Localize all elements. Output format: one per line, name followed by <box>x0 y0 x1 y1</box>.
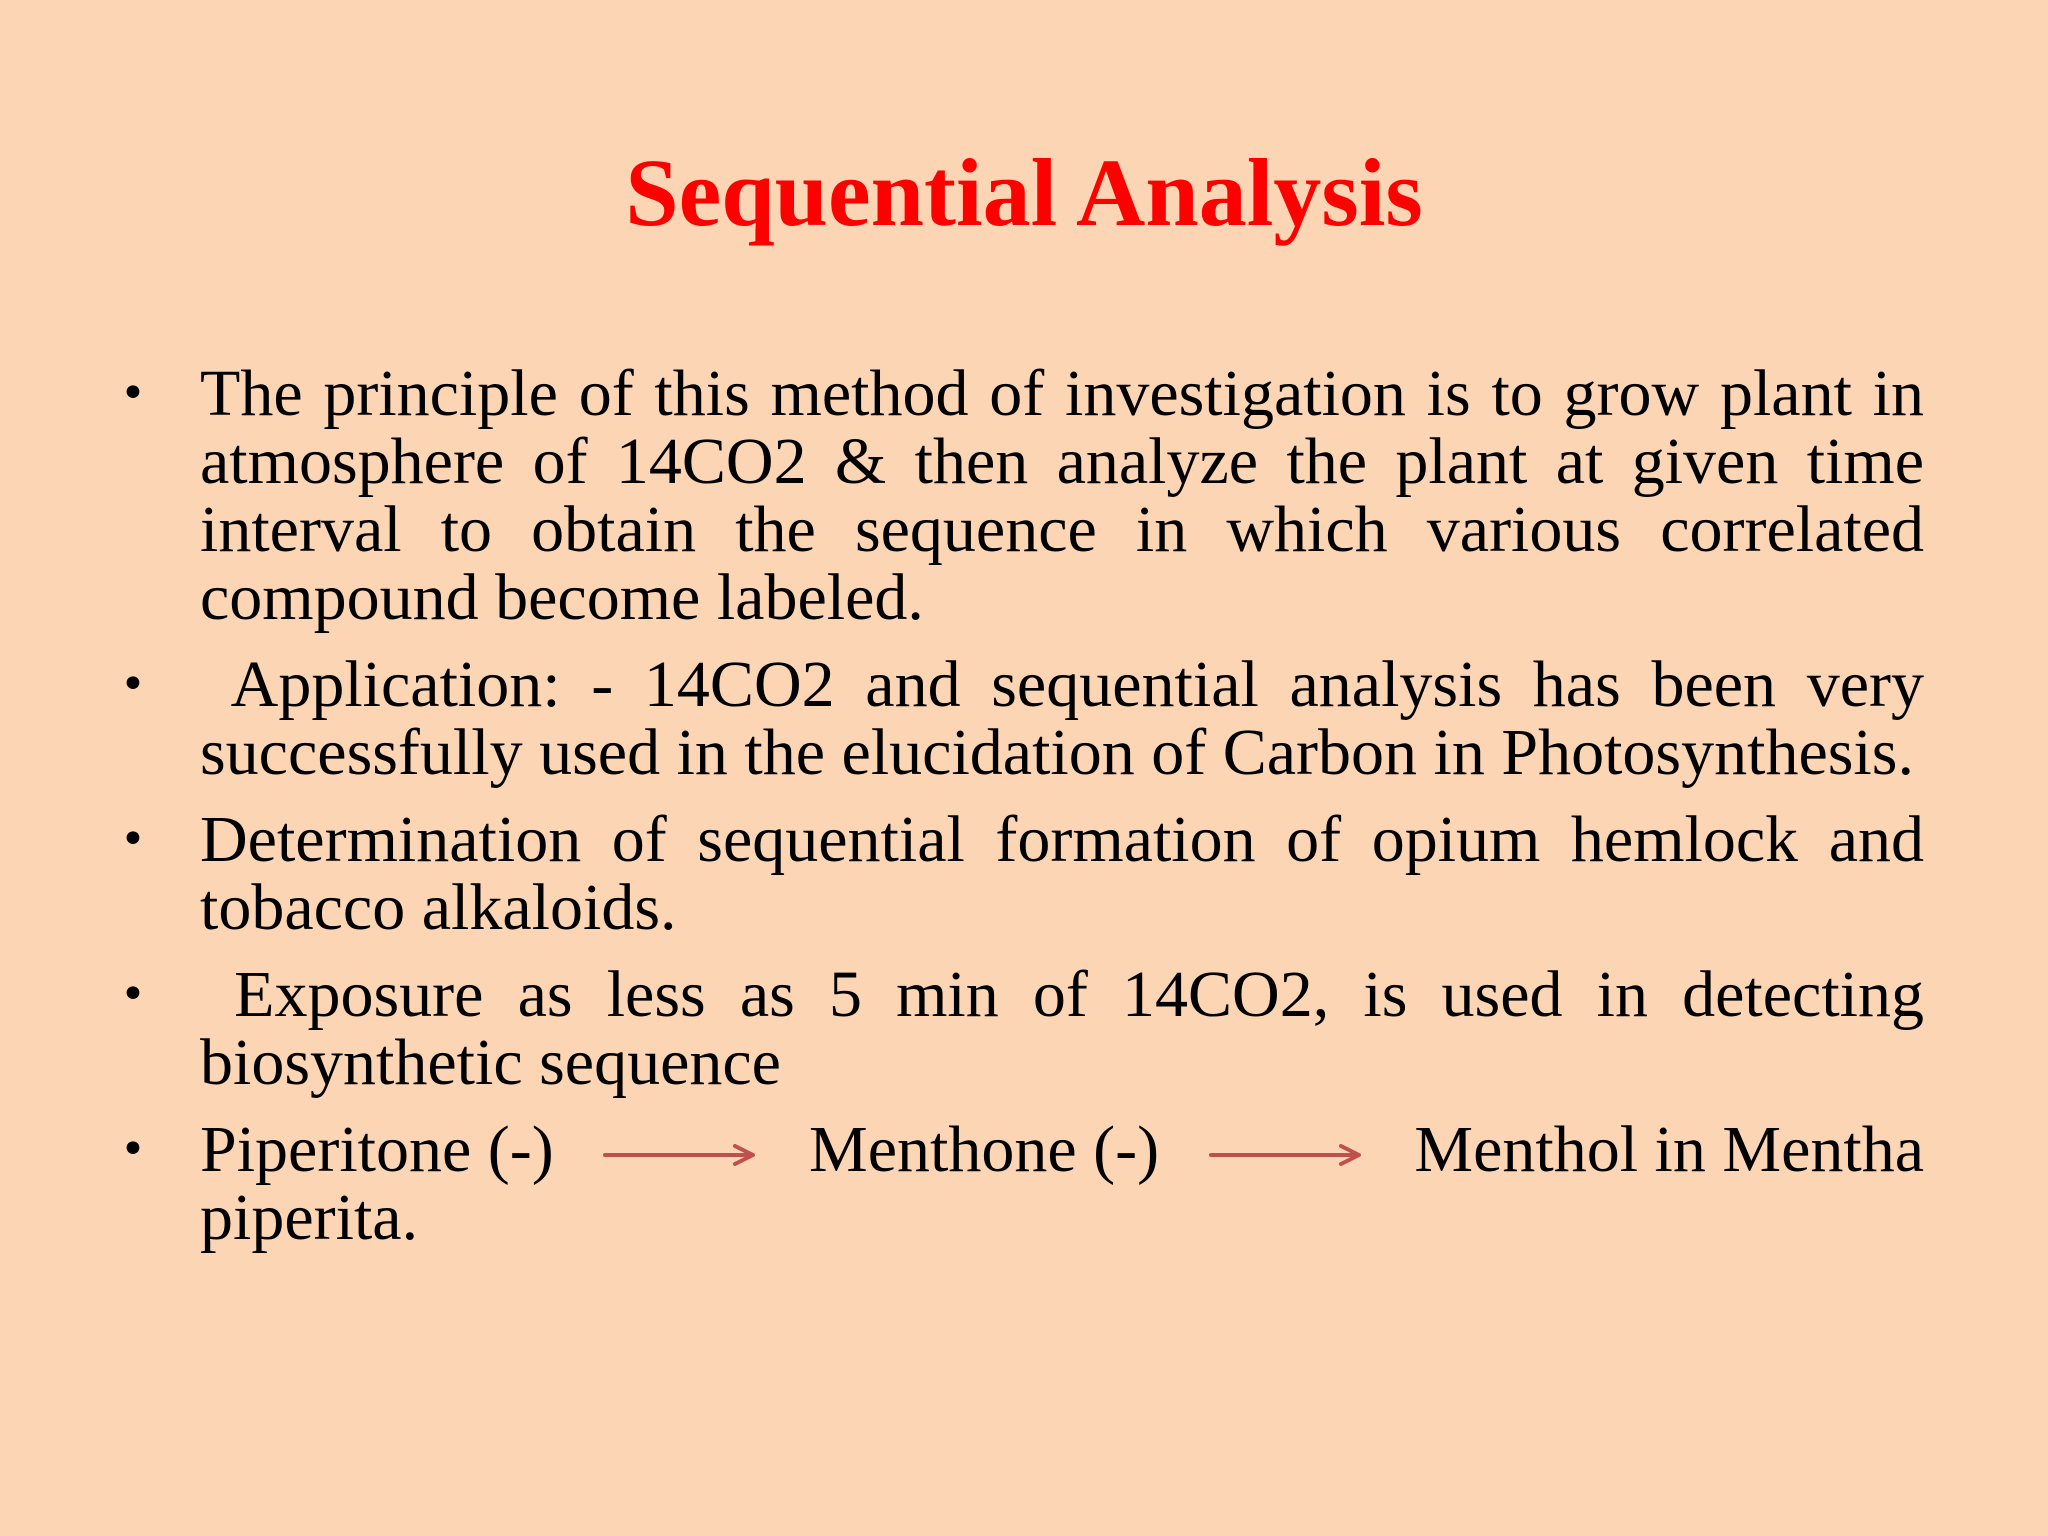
bullet-marker: • <box>120 368 146 419</box>
bullet-marker: • <box>120 659 146 710</box>
bullet-item-determination <box>118 803 1924 944</box>
bullet-item-application <box>118 648 1941 789</box>
slide-title: Sequential Analysis <box>625 139 1423 246</box>
right-arrow-icon <box>1209 1141 1365 1169</box>
pathway-step-menthone: Menthone (-) <box>809 1113 1160 1186</box>
right-arrow-icon <box>603 1141 759 1169</box>
pathway-step-piperitone: Piperitone (-) <box>200 1113 554 1186</box>
bullet-marker: • <box>120 969 146 1020</box>
bullet-marker: • <box>120 1124 146 1175</box>
bullet-item-pathway <box>118 1113 1924 1254</box>
bullet-item-principle <box>118 357 1924 634</box>
pathway-step-menthol: Menthol in Mentha <box>1414 1113 1924 1186</box>
bullet-marker: • <box>120 814 146 865</box>
bullet-text: Exposure as less as 5 min of 14CO2, is used in detecting biosynthetic sequence <box>200 958 1941 1099</box>
bullet-text: The principle of this method of investigation is to grow plant in atmosphere of 14CO2 & then analyze the plant at given time interval to obtain the sequence in which various correlated compound become labeled. <box>200 357 1924 634</box>
bullet-item-exposure <box>118 958 1941 1099</box>
pathway-continuation: piperita. <box>200 1181 419 1254</box>
bullet-text: Application: - 14CO2 and sequential analysis has been very successfully used in the elucidation of Carbon in Photosynthesis. <box>200 648 1941 789</box>
bullet-list <box>118 357 1941 1271</box>
pathway-row <box>200 1113 1924 1186</box>
pathway-flow <box>200 1113 1924 1254</box>
bullet-text: Determination of sequential formation of opium hemlock and tobacco alkaloids. <box>200 803 1924 944</box>
